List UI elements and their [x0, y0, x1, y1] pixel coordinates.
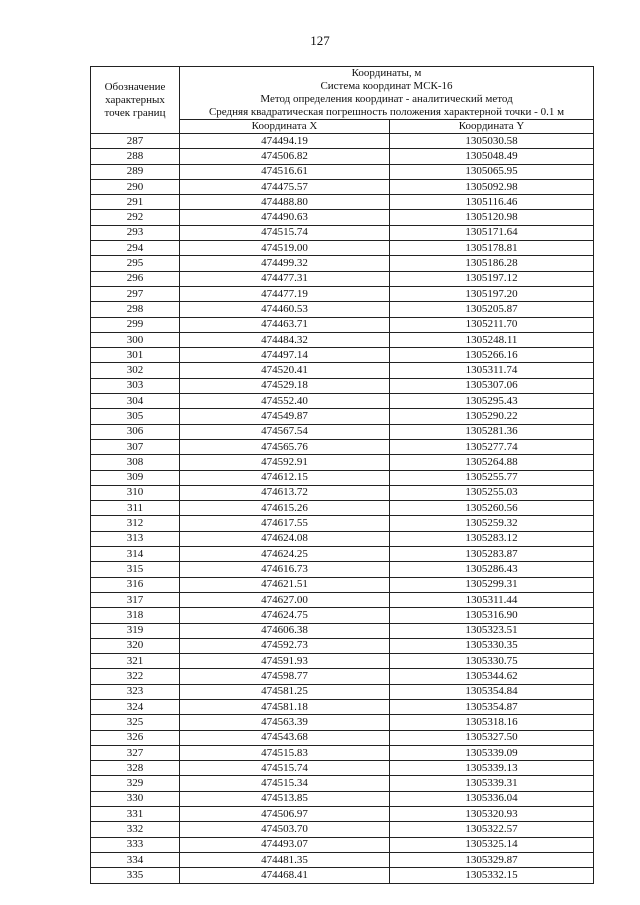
coordinate-x-cell: 474624.25: [180, 547, 390, 562]
point-id-cell: 312: [91, 516, 180, 531]
coordinate-system: Система координат МСК-16: [320, 80, 453, 92]
point-id-cell: 305: [91, 409, 180, 424]
point-id-cell: 302: [91, 363, 180, 378]
table-row: [91, 302, 594, 317]
table-row: [91, 409, 594, 424]
point-id-cell: 310: [91, 485, 180, 500]
coordinate-x-cell: 474549.87: [180, 409, 390, 424]
page-number: 127: [310, 33, 330, 48]
column-header-x: Координата X: [180, 120, 390, 134]
point-id-cell: 290: [91, 179, 180, 194]
table-row: [91, 547, 594, 562]
table-row: [91, 608, 594, 623]
coordinate-y-cell: 1305178.81: [390, 241, 594, 256]
coordinate-x-cell: 474624.75: [180, 608, 390, 623]
coordinate-x-cell: 474506.82: [180, 149, 390, 164]
table-row: [91, 684, 594, 699]
table-row: [91, 699, 594, 714]
table-row: [91, 317, 594, 332]
coordinate-y-cell: 1305281.36: [390, 424, 594, 439]
point-id-cell: 331: [91, 807, 180, 822]
coordinate-x-cell: 474606.38: [180, 623, 390, 638]
coordinate-y-cell: 1305320.93: [390, 807, 594, 822]
coordinate-y-cell: 1305065.95: [390, 164, 594, 179]
table-row: [91, 669, 594, 684]
table-row: [91, 868, 594, 883]
table-row: [91, 577, 594, 592]
coordinate-y-cell: 1305290.22: [390, 409, 594, 424]
point-id-cell: 330: [91, 791, 180, 806]
point-id-cell: 288: [91, 149, 180, 164]
table-row: [91, 485, 594, 500]
point-id-cell: 326: [91, 730, 180, 745]
coordinate-x-cell: 474592.73: [180, 638, 390, 653]
table-row: [91, 531, 594, 546]
coordinate-y-cell: 1305330.35: [390, 638, 594, 653]
coordinate-y-cell: 1305255.03: [390, 485, 594, 500]
point-id-cell: 323: [91, 684, 180, 699]
coordinate-y-cell: 1305339.09: [390, 745, 594, 760]
point-id-cell: 319: [91, 623, 180, 638]
point-id-cell: 300: [91, 332, 180, 347]
point-id-cell: 327: [91, 745, 180, 760]
point-id-cell: 313: [91, 531, 180, 546]
point-id-cell: 289: [91, 164, 180, 179]
coordinate-x-cell: 474499.32: [180, 256, 390, 271]
coordinate-x-cell: 474519.00: [180, 241, 390, 256]
point-id-cell: 316: [91, 577, 180, 592]
point-id-cell: 295: [91, 256, 180, 271]
coordinate-y-cell: 1305330.75: [390, 654, 594, 669]
coordinate-y-cell: 1305186.28: [390, 256, 594, 271]
coordinate-x-cell: 474490.63: [180, 210, 390, 225]
coordinate-x-cell: 474515.83: [180, 745, 390, 760]
coordinate-y-cell: 1305283.87: [390, 547, 594, 562]
coordinate-x-cell: 474621.51: [180, 577, 390, 592]
table-row: [91, 164, 594, 179]
coordinate-y-cell: 1305283.12: [390, 531, 594, 546]
coordinates-table: [90, 66, 594, 884]
point-id-cell: 308: [91, 455, 180, 470]
point-id-cell: 318: [91, 608, 180, 623]
coordinate-y-cell: 1305332.15: [390, 868, 594, 883]
coordinate-y-cell: 1305327.50: [390, 730, 594, 745]
coordinate-y-cell: 1305286.43: [390, 562, 594, 577]
table-row: [91, 134, 594, 149]
coordinate-x-cell: 474529.18: [180, 378, 390, 393]
coordinate-x-cell: 474598.77: [180, 669, 390, 684]
table-row: [91, 852, 594, 867]
coordinate-y-cell: 1305255.77: [390, 470, 594, 485]
coordinate-x-cell: 474581.25: [180, 684, 390, 699]
point-id-cell: 293: [91, 225, 180, 240]
coordinate-x-cell: 474493.07: [180, 837, 390, 852]
table-row: [91, 256, 594, 271]
table-row: [91, 455, 594, 470]
table-row: [91, 761, 594, 776]
point-id-cell: 294: [91, 241, 180, 256]
table-row: [91, 286, 594, 301]
table-row: [91, 149, 594, 164]
coordinate-y-cell: 1305116.46: [390, 195, 594, 210]
coordinate-y-cell: 1305211.70: [390, 317, 594, 332]
point-id-cell: 322: [91, 669, 180, 684]
table-row: [91, 394, 594, 409]
table-row: [91, 745, 594, 760]
coordinate-x-cell: 474477.31: [180, 271, 390, 286]
table-row: [91, 378, 594, 393]
point-id-cell: 324: [91, 699, 180, 714]
coordinate-x-cell: 474612.15: [180, 470, 390, 485]
coordinate-y-cell: 1305325.14: [390, 837, 594, 852]
coordinate-y-cell: 1305266.16: [390, 348, 594, 363]
point-id-cell: 314: [91, 547, 180, 562]
coordinate-x-cell: 474481.35: [180, 852, 390, 867]
point-id-cell: 317: [91, 592, 180, 607]
coordinate-y-cell: 1305197.12: [390, 271, 594, 286]
coordinate-x-cell: 474460.53: [180, 302, 390, 317]
table-row: [91, 822, 594, 837]
column-header-point-id: Обозначение характерных точек границ: [91, 67, 180, 134]
coordinate-y-cell: 1305171.64: [390, 225, 594, 240]
coordinate-y-cell: 1305336.04: [390, 791, 594, 806]
coordinate-y-cell: 1305344.62: [390, 669, 594, 684]
point-id-cell: 325: [91, 715, 180, 730]
coordinate-x-cell: 474484.32: [180, 332, 390, 347]
coordinate-x-cell: 474616.73: [180, 562, 390, 577]
coordinate-y-cell: 1305092.98: [390, 179, 594, 194]
coordinate-x-cell: 474503.70: [180, 822, 390, 837]
coordinate-x-cell: 474515.74: [180, 761, 390, 776]
point-id-cell: 309: [91, 470, 180, 485]
coordinate-x-cell: 474613.72: [180, 485, 390, 500]
coordinate-x-cell: 474463.71: [180, 317, 390, 332]
coordinate-x-cell: 474468.41: [180, 868, 390, 883]
point-id-cell: 315: [91, 562, 180, 577]
coordinate-y-cell: 1305307.06: [390, 378, 594, 393]
point-id-cell: 303: [91, 378, 180, 393]
coordinate-x-cell: 474515.34: [180, 776, 390, 791]
point-id-cell: 335: [91, 868, 180, 883]
coordinate-y-cell: 1305329.87: [390, 852, 594, 867]
table-row: [91, 501, 594, 516]
coordinate-y-cell: 1305322.57: [390, 822, 594, 837]
coordinate-error: Средняя квадратическая погрешность положения характерной точки - 0.1 м: [208, 106, 565, 118]
point-id-cell: 296: [91, 271, 180, 286]
table-row: [91, 592, 594, 607]
coordinate-method: Метод определения координат - аналитический метод: [260, 93, 513, 105]
table-row: [91, 332, 594, 347]
table-row: [91, 210, 594, 225]
coordinate-x-cell: 474513.85: [180, 791, 390, 806]
table-row: [91, 363, 594, 378]
coordinate-x-cell: 474567.54: [180, 424, 390, 439]
coordinate-x-cell: 474592.91: [180, 455, 390, 470]
coordinate-y-cell: 1305048.49: [390, 149, 594, 164]
coordinate-y-cell: 1305259.32: [390, 516, 594, 531]
table-row: [91, 638, 594, 653]
point-id-cell: 332: [91, 822, 180, 837]
coordinate-y-cell: 1305120.98: [390, 210, 594, 225]
point-id-cell: 329: [91, 776, 180, 791]
point-id-cell: 291: [91, 195, 180, 210]
coordinate-x-cell: 474497.14: [180, 348, 390, 363]
coordinate-y-cell: 1305295.43: [390, 394, 594, 409]
coordinate-y-cell: 1305248.11: [390, 332, 594, 347]
table-row: [91, 516, 594, 531]
point-id-cell: 334: [91, 852, 180, 867]
table-row: [91, 776, 594, 791]
coordinate-y-cell: 1305260.56: [390, 501, 594, 516]
coordinate-y-cell: 1305205.87: [390, 302, 594, 317]
point-id-cell: 301: [91, 348, 180, 363]
table-row: [91, 807, 594, 822]
coordinate-x-cell: 474591.93: [180, 654, 390, 669]
coordinate-y-cell: 1305318.16: [390, 715, 594, 730]
table-row: [91, 195, 594, 210]
table-row: [91, 348, 594, 363]
coordinate-x-cell: 474516.61: [180, 164, 390, 179]
table-row: [91, 654, 594, 669]
point-id-cell: 298: [91, 302, 180, 317]
coordinate-x-cell: 474494.19: [180, 134, 390, 149]
point-id-cell: 306: [91, 424, 180, 439]
coordinate-y-cell: 1305339.31: [390, 776, 594, 791]
coordinate-x-cell: 474624.08: [180, 531, 390, 546]
coordinate-x-cell: 474477.19: [180, 286, 390, 301]
coordinates-title: Координаты, м: [351, 67, 422, 79]
coordinate-x-cell: 474581.18: [180, 699, 390, 714]
point-id-cell: 299: [91, 317, 180, 332]
table-row: [91, 791, 594, 806]
point-id-cell: 304: [91, 394, 180, 409]
point-id-cell: 328: [91, 761, 180, 776]
coordinate-x-cell: 474552.40: [180, 394, 390, 409]
coordinate-y-cell: 1305299.31: [390, 577, 594, 592]
point-id-cell: 287: [91, 134, 180, 149]
table-row: [91, 424, 594, 439]
table-row: [91, 271, 594, 286]
coordinate-x-cell: 474565.76: [180, 439, 390, 454]
coordinate-y-cell: 1305354.84: [390, 684, 594, 699]
table-row: [91, 562, 594, 577]
point-id-cell: 333: [91, 837, 180, 852]
coordinate-y-cell: 1305323.51: [390, 623, 594, 638]
coordinate-x-cell: 474520.41: [180, 363, 390, 378]
table-row: [91, 623, 594, 638]
coordinate-x-cell: 474617.55: [180, 516, 390, 531]
point-id-cell: 311: [91, 501, 180, 516]
coordinates-header: [180, 67, 594, 120]
table-row: [91, 837, 594, 852]
table-row: [91, 730, 594, 745]
coordinate-x-cell: 474563.39: [180, 715, 390, 730]
coordinate-y-cell: 1305197.20: [390, 286, 594, 301]
coordinate-y-cell: 1305339.13: [390, 761, 594, 776]
coordinate-y-cell: 1305354.87: [390, 699, 594, 714]
table-row: [91, 225, 594, 240]
coordinate-y-cell: 1305030.58: [390, 134, 594, 149]
point-id-cell: 321: [91, 654, 180, 669]
column-header-y: Координата Y: [390, 120, 594, 134]
coordinate-y-cell: 1305277.74: [390, 439, 594, 454]
coordinate-y-cell: 1305311.44: [390, 592, 594, 607]
coordinate-x-cell: 474515.74: [180, 225, 390, 240]
coordinate-y-cell: 1305264.88: [390, 455, 594, 470]
table-row: [91, 179, 594, 194]
table-body: [91, 134, 594, 884]
point-id-cell: 320: [91, 638, 180, 653]
coordinate-x-cell: 474475.57: [180, 179, 390, 194]
coordinate-x-cell: 474615.26: [180, 501, 390, 516]
table-row: [91, 715, 594, 730]
coordinate-y-cell: 1305311.74: [390, 363, 594, 378]
table-row: [91, 241, 594, 256]
coordinate-x-cell: 474627.00: [180, 592, 390, 607]
table-row: [91, 470, 594, 485]
point-id-cell: 307: [91, 439, 180, 454]
coordinate-x-cell: 474488.80: [180, 195, 390, 210]
coordinate-y-cell: 1305316.90: [390, 608, 594, 623]
point-id-cell: 297: [91, 286, 180, 301]
point-id-cell: 292: [91, 210, 180, 225]
coordinate-x-cell: 474506.97: [180, 807, 390, 822]
coordinate-x-cell: 474543.68: [180, 730, 390, 745]
table-row: [91, 439, 594, 454]
